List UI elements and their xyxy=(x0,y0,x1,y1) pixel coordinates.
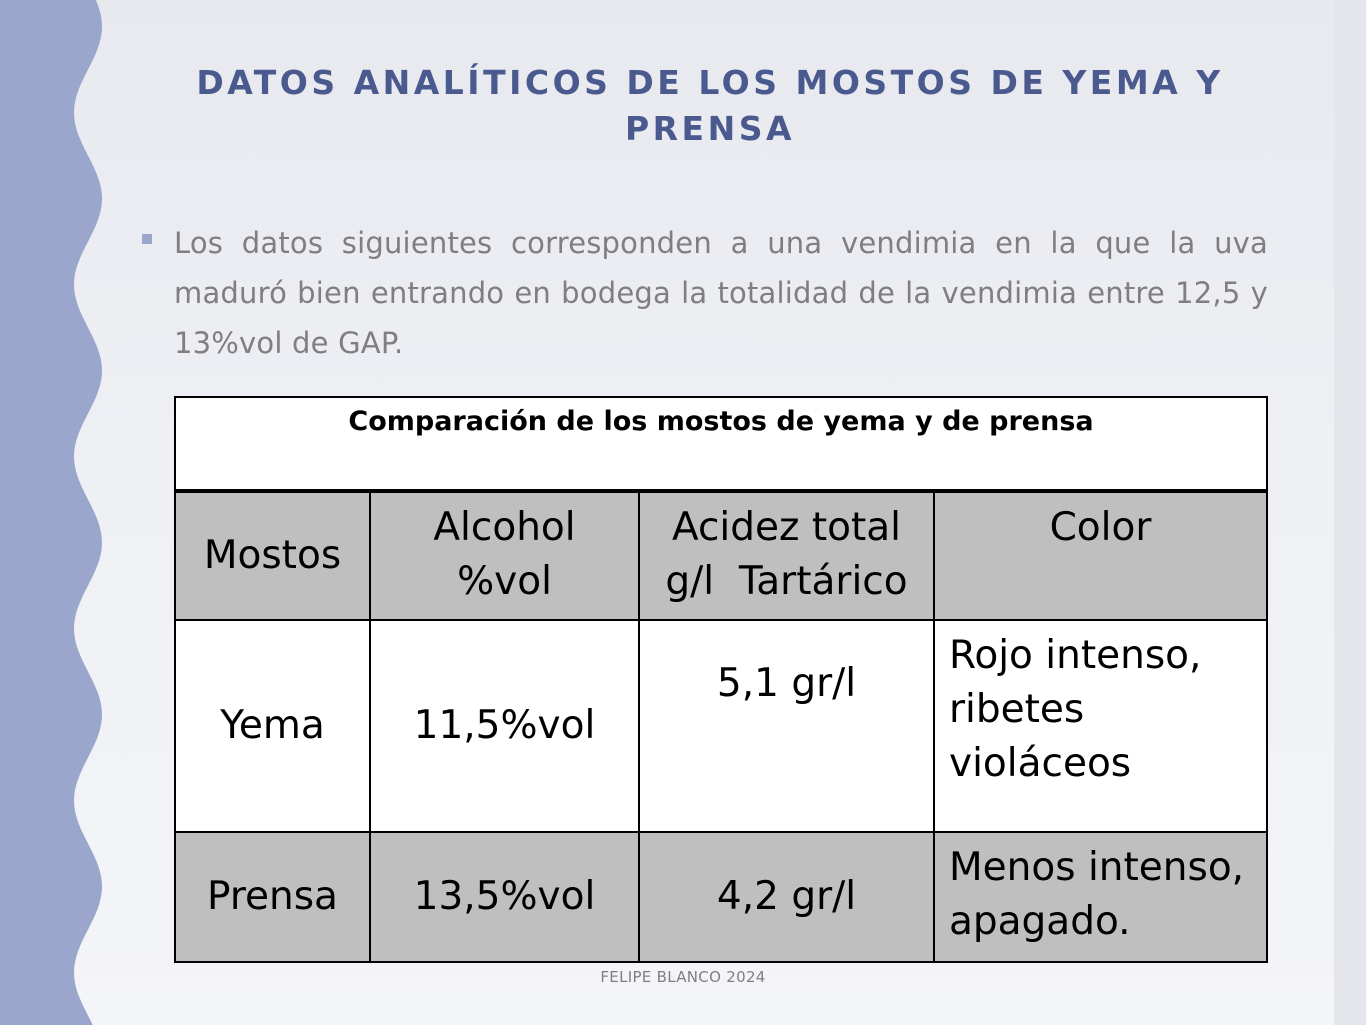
color-prensa-line2: apagado. xyxy=(949,899,1131,944)
bullet-text: Los datos siguientes corresponden a una vendimia en la que la uva maduró bien entrando en bodega la totalidad de la vendimia entre 12,5 y 13%vol de GAP. xyxy=(174,226,1268,360)
cell-color-prensa xyxy=(934,832,1267,962)
header-mostos-label: Mostos xyxy=(203,533,342,578)
comparison-table xyxy=(174,396,1268,963)
cell-alcohol-prensa: 13,5%vol xyxy=(370,832,639,962)
header-color-label: Color xyxy=(1049,505,1152,550)
cell-acidez-yema: 5,1 gr/l xyxy=(639,620,934,832)
cell-mosto-yema: Yema xyxy=(175,620,370,832)
wave-shape xyxy=(0,0,102,1025)
bullet-item xyxy=(142,218,1268,368)
header-alcohol-line1: Alcohol xyxy=(433,505,576,550)
color-yema-line2: ribetes xyxy=(949,687,1085,732)
header-acidez-line2: g/l Tartárico xyxy=(665,559,908,604)
header-acidez xyxy=(639,491,934,620)
color-prensa-line1: Menos intenso, xyxy=(949,845,1245,890)
header-alcohol xyxy=(370,491,639,620)
cell-color-yema xyxy=(934,620,1267,832)
table-caption-row xyxy=(175,397,1267,491)
table-header-row xyxy=(175,491,1267,620)
header-alcohol-line2: %vol xyxy=(457,559,552,604)
color-yema-line3: violáceos xyxy=(949,741,1132,786)
table-caption: Comparación de los mostos de yema y de prensa xyxy=(175,397,1267,491)
cell-acidez-prensa: 4,2 gr/l xyxy=(639,832,934,962)
cell-mosto-prensa: Prensa xyxy=(175,832,370,962)
slide-footer: FELIPE BLANCO 2024 xyxy=(600,968,766,986)
cell-alcohol-yema: 11,5%vol xyxy=(370,620,639,832)
right-edge-strip xyxy=(1334,0,1366,1025)
slide-title: DATOS ANALÍTICOS DE LOS MOSTOS DE YEMA Y PRENSA xyxy=(196,63,1224,148)
color-yema-line1: Rojo intenso, xyxy=(949,633,1202,678)
header-mostos xyxy=(175,491,370,620)
header-acidez-line1: Acidez total xyxy=(671,505,902,550)
header-color xyxy=(934,491,1267,620)
square-bullet-icon xyxy=(142,234,152,244)
table-row-prensa xyxy=(175,832,1267,962)
wave-decoration xyxy=(0,0,110,1025)
table-row-yema xyxy=(175,620,1267,832)
